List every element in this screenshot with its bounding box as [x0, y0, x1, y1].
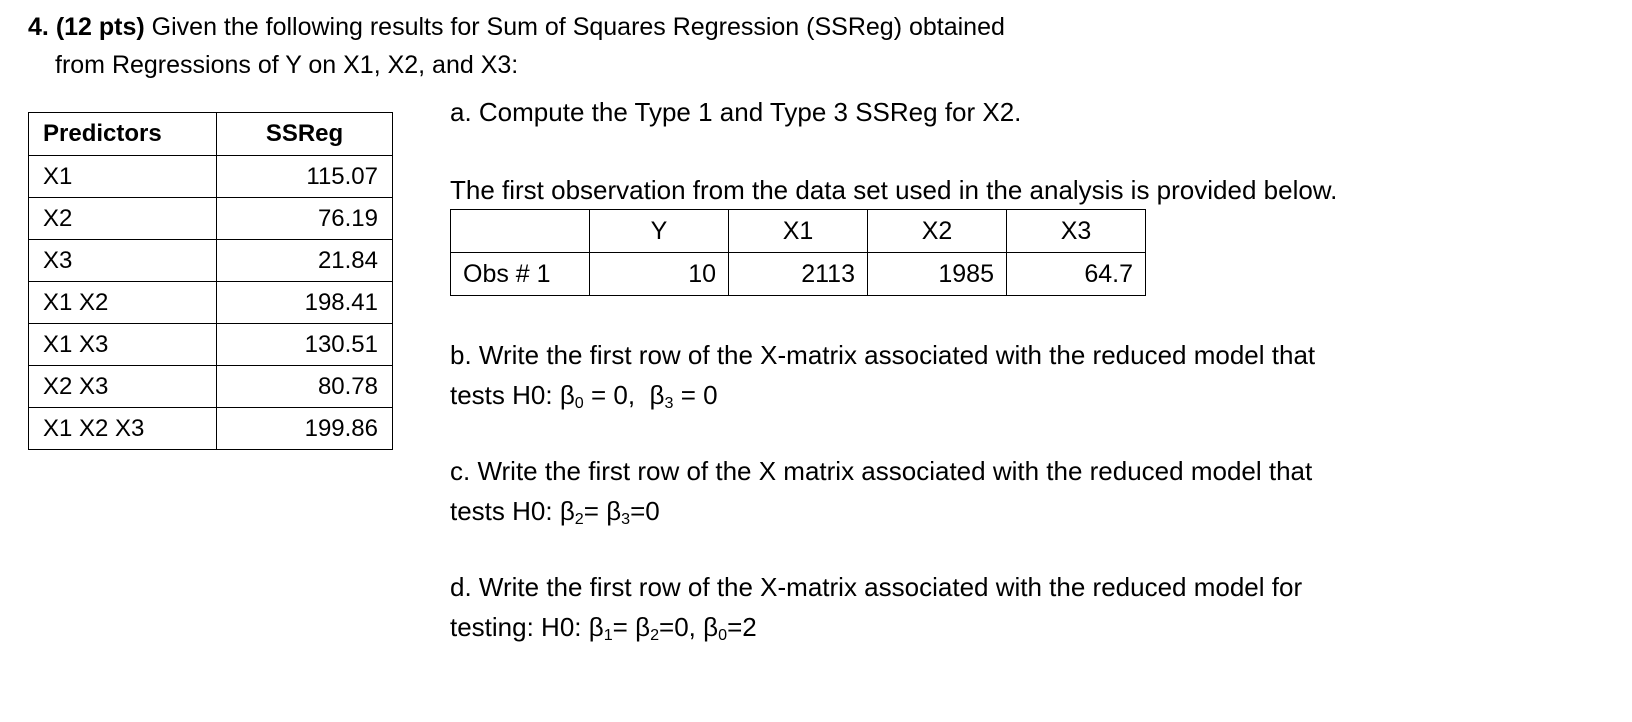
part-c: [450, 451, 1312, 531]
part-d-eq1: =: [612, 612, 636, 642]
table-row: [29, 240, 393, 282]
part-c-line2: [450, 491, 1312, 531]
subscript: 0: [574, 394, 584, 413]
ssreg-cell: 76.19: [217, 198, 393, 240]
part-d: [450, 567, 1302, 647]
obs-label: Obs # 1: [451, 253, 590, 296]
beta-symbol: β: [635, 612, 651, 642]
obs-header-row: [451, 210, 1146, 253]
part-b-prefix: tests H0:: [450, 380, 560, 410]
question-number: 4.: [28, 13, 49, 41]
part-b-cond1: = 0,: [583, 380, 650, 410]
predictors-cell: X2 X3: [29, 366, 217, 408]
subscript: 1: [603, 626, 613, 645]
ssreg-cell: 21.84: [217, 240, 393, 282]
beta-symbol: β: [559, 496, 575, 526]
part-c-eq1: =: [583, 496, 607, 526]
predictors-cell: X1: [29, 156, 217, 198]
obs-header-x1: X1: [729, 210, 868, 253]
question-text-line1: Given the following results for Sum of Squares Regression (SSReg) obtained: [151, 13, 1005, 41]
predictors-cell: X3: [29, 240, 217, 282]
beta-symbol: β: [703, 612, 719, 642]
header-ssreg: SSReg: [217, 113, 393, 156]
beta-symbol: β: [649, 380, 665, 410]
subscript: 0: [718, 626, 728, 645]
part-b: [450, 335, 1315, 415]
subscript: 3: [621, 510, 631, 529]
observation-table: [450, 209, 1146, 296]
part-d-line2: [450, 607, 1302, 647]
obs-value-y: 10: [590, 253, 729, 296]
part-d-eq3: =2: [727, 612, 757, 642]
part-d-prefix: testing: H0:: [450, 612, 589, 642]
obs-data-row: [451, 253, 1146, 296]
ssreg-table: [28, 112, 393, 450]
table-row: [29, 156, 393, 198]
header-predictors: Predictors: [29, 113, 217, 156]
ssreg-cell: 80.78: [217, 366, 393, 408]
ssreg-cell: 130.51: [217, 324, 393, 366]
obs-value-x3: 64.7: [1007, 253, 1146, 296]
part-c-prefix: tests H0:: [450, 496, 560, 526]
ssreg-cell: 115.07: [217, 156, 393, 198]
obs-header-x3: X3: [1007, 210, 1146, 253]
table-row: [29, 282, 393, 324]
part-b-line1: b. Write the first row of the X-matrix associated with the reduced model that: [450, 340, 1316, 370]
part-a-text: a. Compute the Type 1 and Type 3 SSReg for X2.: [450, 97, 1022, 127]
table-row: [29, 408, 393, 450]
table-row: [29, 324, 393, 366]
question-heading: [28, 8, 1228, 46]
obs-value-x1: 2113: [729, 253, 868, 296]
table-header-row: [29, 113, 393, 156]
obs-value-x2: 1985: [868, 253, 1007, 296]
observation-intro: The first observation from the data set used in the analysis is provided below.: [450, 175, 1338, 205]
part-b-line2: [450, 375, 1315, 415]
ssreg-cell: 198.41: [217, 282, 393, 324]
part-b-cond2: = 0: [673, 380, 718, 410]
obs-header-blank: [451, 210, 590, 253]
part-d-eq2: =0,: [659, 612, 704, 642]
beta-symbol: β: [606, 496, 622, 526]
subscript: 2: [574, 510, 584, 529]
subscript: 2: [650, 626, 660, 645]
part-c-line1: c. Write the first row of the X matrix associated with the reduced model that: [450, 456, 1313, 486]
subscript: 3: [664, 394, 674, 413]
ssreg-cell: 199.86: [217, 408, 393, 450]
part-d-line1: d. Write the first row of the X-matrix associated with the reduced model for: [450, 572, 1303, 602]
predictors-cell: X1 X2: [29, 282, 217, 324]
table-row: [29, 198, 393, 240]
part-c-eq2: =0: [630, 496, 660, 526]
beta-symbol: β: [588, 612, 604, 642]
question-points: (12 pts): [55, 13, 145, 41]
beta-symbol: β: [559, 380, 575, 410]
predictors-cell: X2: [29, 198, 217, 240]
table-row: [29, 366, 393, 408]
predictors-cell: X1 X2 X3: [29, 408, 217, 450]
obs-header-y: Y: [590, 210, 729, 253]
question-text-line2: from Regressions of Y on X1, X2, and X3:: [55, 51, 519, 79]
obs-header-x2: X2: [868, 210, 1007, 253]
predictors-cell: X1 X3: [29, 324, 217, 366]
